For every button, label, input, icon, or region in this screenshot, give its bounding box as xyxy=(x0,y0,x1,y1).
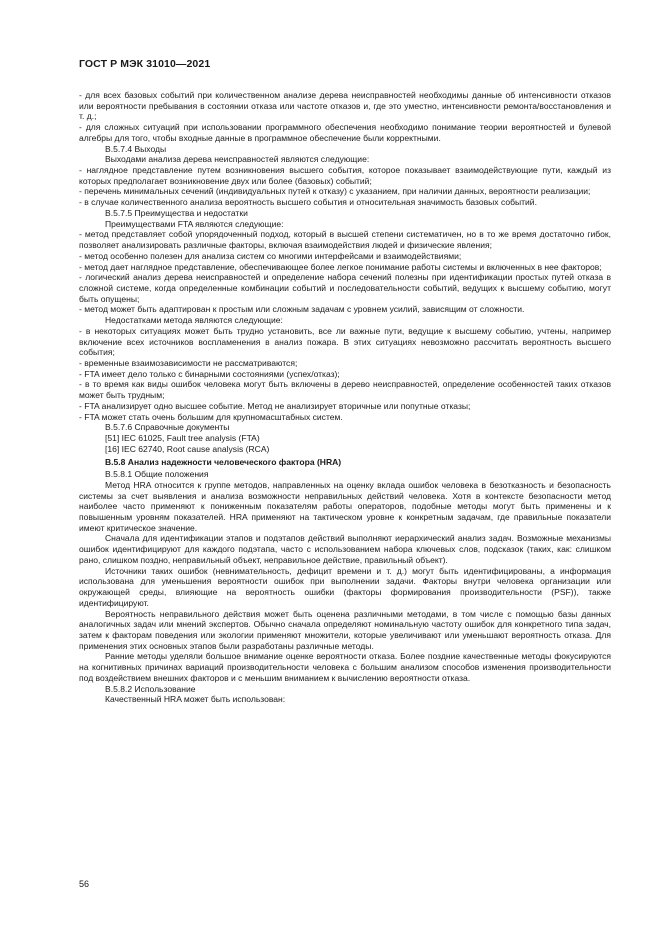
paragraph: Недостатками метода являются следующие: xyxy=(105,315,283,326)
paragraph: Ранние методы уделяли большое внимание оценке вероятности отказа. Более поздние качественные методы фокусируются на когнитивных причинах вариаций производительности человека с большим анализом способов изменения производительности под воздействием внешних факторов и с меньшим вниманием к вычислению вероятности отказа. xyxy=(79,651,611,683)
page-body xyxy=(79,90,611,705)
section-heading: В.5.8 Анализ надежности человеческого фактора (HRA) xyxy=(105,457,342,468)
paragraph: - логический анализ дерева неисправностей и определение набора сечений полезны при идентификации простых путей отказа в сложной системе, когда определенные комбинации событий и последовательности событий, ведущих к высшему событию, могут быть опущены; xyxy=(79,272,611,304)
paragraph: - в случае количественного анализа вероятность высшего события и относительная значимость базовых событий. xyxy=(79,197,537,208)
paragraph: - FTA имеет дело только с бинарными состояниями (успех/отказ); xyxy=(79,368,340,379)
paragraph: Преимуществами FTA являются следующие: xyxy=(105,218,284,229)
paragraph: - перечень минимальных сечений (индивидуальных путей к отказу) с указанием, при наличии данных, вероятности реализации; xyxy=(79,186,591,197)
paragraph: Источники таких ошибок (невнимательность, дефицит времени и т. д.) могут быть идентифицированы, а информация использована для уменьшения вероятности ошибок при выполнении задачи. Факторы внутри человека организации или окружающей среды, влияющие на вероятность ошибки (факторы формирования производительности (PSF)), также идентифицируют. xyxy=(79,565,611,608)
paragraph: - метод представляет собой упорядоченный подход, который в высшей степени систематичен, но в то же время достаточно гибок, позволяет анализировать различные факторы, включая взаимодействия людей и физические явления; xyxy=(79,229,611,251)
paragraph: Сначала для идентификации этапов и подэтапов действий выполняют иерархический анализ задач. Возможные механизмы ошибок идентифицируют для каждого подэтапа, часто с использованием набора ключевых слов, подсказок (таких, как: слишком рано, слишком поздно, неправильный объект, неправильное действие, правильный объект). xyxy=(79,533,611,565)
paragraph: - в некоторых ситуациях может быть трудно установить, все ли важные пути, ведущие к высшему событию, учтены, например включение всех источников воспламенения в анализ пожара. В этих ситуациях невозможно рассчитать вероятность высшего события; xyxy=(79,325,611,358)
page-header-standard-code: ГОСТ Р МЭК 31010—2021 xyxy=(79,58,211,70)
page-number: 56 xyxy=(79,879,90,889)
paragraph: В.5.8.1 Общие положения xyxy=(105,469,209,480)
paragraph: Вероятность неправильного действия может быть оценена различными методами, в том числе с помощью базы данных аналогичных задач или мнений экспертов. Обычно сначала определяют номинальную частоту ошибок для конкретного типа задач, затем к факторам поведения или экологии применяют множители, которые увеличивают или уменьшают вероятность отказа. Для применения этих основных этапов были разработаны различные методы. xyxy=(79,608,611,651)
paragraph: [51] IEC 61025, Fault tree analysis (FTA) xyxy=(105,433,260,443)
paragraph: - для всех базовых событий при количественном анализе дерева неисправностей необходимы данные об интенсивности отказов или вероятности пребывания в состоянии отказа или частоте отказов и, где это уместно, интенсивности ремонта/восстановления и т. д.; xyxy=(79,90,611,122)
paragraph: - наглядное представление путем возникновения высшего события, которое показывает взаимодействующие пути, каждый из которых предполагает возникновение двух или более (базовых) событий; xyxy=(79,165,611,186)
paragraph: В.5.7.6 Справочные документы xyxy=(105,422,230,433)
paragraph: - метод особенно полезен для анализа систем со многими интерфейсами и взаимодействиями; xyxy=(79,250,462,261)
paragraph: - временные взаимозависимости не рассматриваются; xyxy=(79,357,298,368)
paragraph: Метод HRA относится к группе методов, направленных на оценку вклада ошибок человека в безотказность и безопасность системы за счет выявления и анализа возможности неправильных действий человека. Хотя в контексте безопасности метод наиболее часто применяют к пониженным показателям работы операторов, подобные методы могут быть применены и к повышенным уровням показателей. HRA применяют на тактическом уровне к конкретным задачам, где правильные показатели имеют критическое значение. xyxy=(79,479,611,533)
paragraph: [16] IEC 62740, Root cause analysis (RCA) xyxy=(105,443,270,454)
paragraph: В.5.7.5 Преимущества и недостатки xyxy=(105,207,248,218)
paragraph: - FTA анализирует одно высшее событие. Метод не анализирует вторичные или попутные отказы; xyxy=(79,400,471,411)
paragraph: - метод дает наглядное представление, обеспечивающее более легкое понимание работы системы и включенных в нее факторов; xyxy=(79,261,602,272)
paragraph: Выходами анализа дерева неисправностей являются следующие: xyxy=(105,154,370,165)
paragraph: - метод может быть адаптирован к простым или сложным задачам с уровнем усилий, зависящим от сложности. xyxy=(79,304,525,315)
paragraph: Качественный HRA может быть использован: xyxy=(105,694,286,705)
paragraph: - для сложных ситуаций при использовании программного обеспечения необходимо понимание теории вероятностей и булевой алгебры для того, чтобы входные данные в программное обеспечение были корректными. xyxy=(79,122,611,143)
paragraph: В.5.8.2 Использование xyxy=(105,683,196,694)
paragraph: В.5.7.4 Выходы xyxy=(105,143,167,154)
paragraph: - FTA может стать очень большим для крупномасштабных систем. xyxy=(79,411,343,422)
paragraph: - в то время как виды ошибок человека могут быть включены в дерево неисправностей, определение особенностей таких отказов может быть трудным; xyxy=(79,379,611,401)
